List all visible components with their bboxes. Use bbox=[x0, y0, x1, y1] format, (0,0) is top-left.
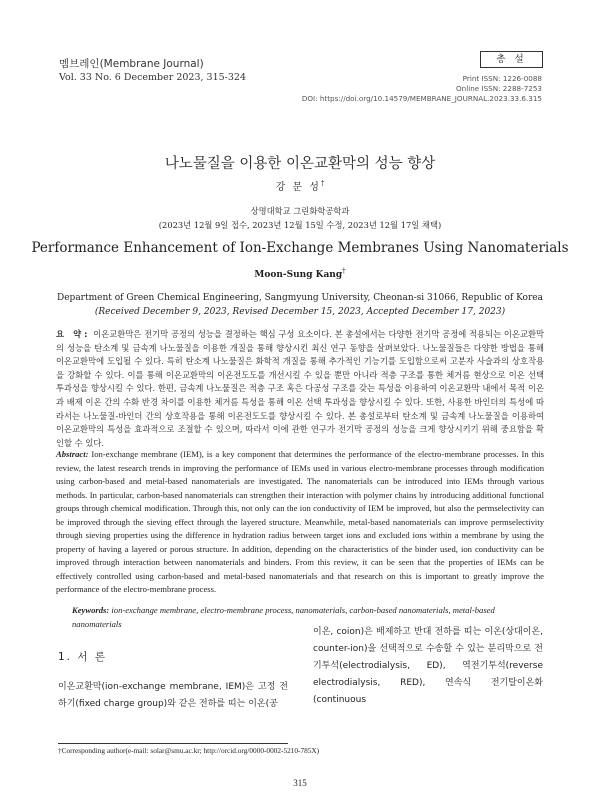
author-english-name: Moon-Sung Kang bbox=[254, 270, 343, 280]
footnote-corresponding-author: †Corresponding author(e-mail: solar@smu.ac.kr; http://orcid.org/0000-0002-5210-785X) bbox=[58, 746, 320, 755]
affiliation-english: Department of Green Chemical Engineering, Sangmyung University, Cheonan-si 31066, Republic of Korea bbox=[57, 293, 543, 303]
body-column-left: 이온교환막(ion-exchange membrane, IEM)은 고정 전하기(fixed charge group)와 같은 전하를 띠는 이온(공 bbox=[58, 682, 288, 709]
abstract-english-label: Abstract: bbox=[56, 449, 89, 459]
abstract-korean bbox=[56, 328, 544, 450]
abstract-korean-text: 이온교환막은 전기막 공정의 성능을 결정하는 핵심 구성 요소이다. 본 총설에서는 다양한 전기막 공정에 적용되는 이온교환막의 성능을 탄소계 및 금속계 나노물질을 이용한 개질을 통해 향상시킨 최신 연구 동향을 살펴보았다. 나노물질들은 다양한 방법을 통해 이온교환막에 도입될 수 있다. 특히 탄소계 나노물질은 화학적 개질을 통해 추가적인 기능기를 도입함으로써 고분자 사슬과의 상호작용을 강화할 수 있다. 이를 통해 이온교환막의 이온전도도를 개선시킬 수 있을 뿐만 아니라 적층 구조를 통한 체거름 현상으로 이온 선택 투과성을 향상시킬 수 있다. 한편, 금속계 나노물질은 적층 구조 혹은 다공성 구조를 갖는 특성을 이용하여 이온교환막 내에서 목적 이온과 배제 이온 간의 수화 반경 차이를 이용한 체거름 특성을 통해 이온 선택 투과성을 향상시킬 수 있다. 또한, 사용한 바인더의 특성에 따라서는 나노물질-바인더 간의 상호작용을 통해 이온전도도를 향상시킬 수 있다. 본 총설로부터 탄소계 및 금속계 나노물질을 이용하여 이온교환막의 특성을 효과적으로 조절할 수 있으며, 따라서 이에 관한 연구가 전기막 공정의 성능을 크게 향상시키기 위해 중요함을 확인할 수 있다. bbox=[56, 329, 544, 448]
title-english: Performance Enhancement of Ion-Exchange Membranes Using Nanomaterials bbox=[31, 240, 569, 256]
title-korean: 나노물질을 이용한 이온교환막의 성능 향상 bbox=[164, 156, 436, 172]
journal-volume-line: Vol. 33 No. 6 December 2023, 315-324 bbox=[59, 72, 247, 83]
dates-korean: (2023년 12월 9일 접수, 2023년 12월 15일 수정, 2023년 12월 17일 채택) bbox=[158, 220, 442, 230]
footnote-divider bbox=[58, 743, 288, 744]
author-korean bbox=[0, 178, 600, 193]
keywords-text: ion-exchange membrane, electro-membrane process, nanomaterials, carbon-based nanomaterials, metal-based nanomaterials bbox=[72, 605, 495, 629]
doi-link[interactable]: DOI: https://doi.org/10.14579/MEMBRANE_JOURNAL.2023.33.6.315 bbox=[301, 94, 542, 103]
abstract-english bbox=[56, 448, 544, 597]
section-heading-introduction: 1. 서 론 bbox=[58, 651, 107, 663]
print-issn: Print ISSN: 1226-0088 bbox=[462, 74, 542, 83]
author-korean-name: 강 문 성 bbox=[275, 182, 321, 193]
body-column-right: 이온, coion)은 배제하고 반대 전하를 띠는 이온(상대이온, counter-ion)을 선택적으로 수송할 수 있는 분리막으로 전기투석(electrodialysis, ED), 역전기투석(reverse electrodialysis, RED), 연속식 전기탈이온화(continuous bbox=[313, 627, 543, 705]
affiliation-korean: 상명대학교 그린화학공학과 bbox=[250, 206, 350, 216]
author-english bbox=[0, 267, 600, 280]
article-type-badge: 총 설 bbox=[480, 51, 543, 68]
abstract-english-text: Ion-exchange membrane (IEM), is a key component that determines the performance of the electro-membrane processes. In this review, the latest research trends in improving the performance of IEMs used in various electro-membrane processes through modification using carbon-based and metal-based nanomaterials are investigated. The nanomaterials can be introduced into IEMs through various methods. In particular, carbon-based nanomaterials can strengthen their interaction with polymer chains by introducing additional functional groups through chemical modification. Through this, not only can the ion conductivity of IEM be improved, but also the permselectivity can be improved through the sieving effect through the layered structure. Meanwhile, metal-based nanomaterials can improve permselectivity through sieving properties using the difference in hydration radius between target ions and excluded ions within a membrane by using the property of having a layered or porous structure. In addition, depending on the characteristics of the binder used, ion conductivity can be improved through interaction between nanomaterials and binders. From this review, it can be seen that the properties of IEMs can be effectively controlled using carbon-based and metal-based nanomaterials and that research on this is important to greatly improve the performance of the electro-membrane process. bbox=[56, 449, 544, 594]
dates-english: (Received December 9, 2023, Revised December 15, 2023, Accepted December 17, 2023) bbox=[94, 307, 506, 317]
corresponding-mark: † bbox=[342, 267, 346, 275]
abstract-korean-label: 요 약: bbox=[56, 329, 91, 339]
online-issn: Online ISSN: 2288-7253 bbox=[456, 84, 542, 93]
corresponding-mark: † bbox=[320, 179, 325, 188]
keywords-label: Keywords: bbox=[72, 605, 110, 615]
page-number: 315 bbox=[293, 778, 307, 788]
journal-name: 멤브레인(Membrane Journal) bbox=[59, 58, 204, 70]
